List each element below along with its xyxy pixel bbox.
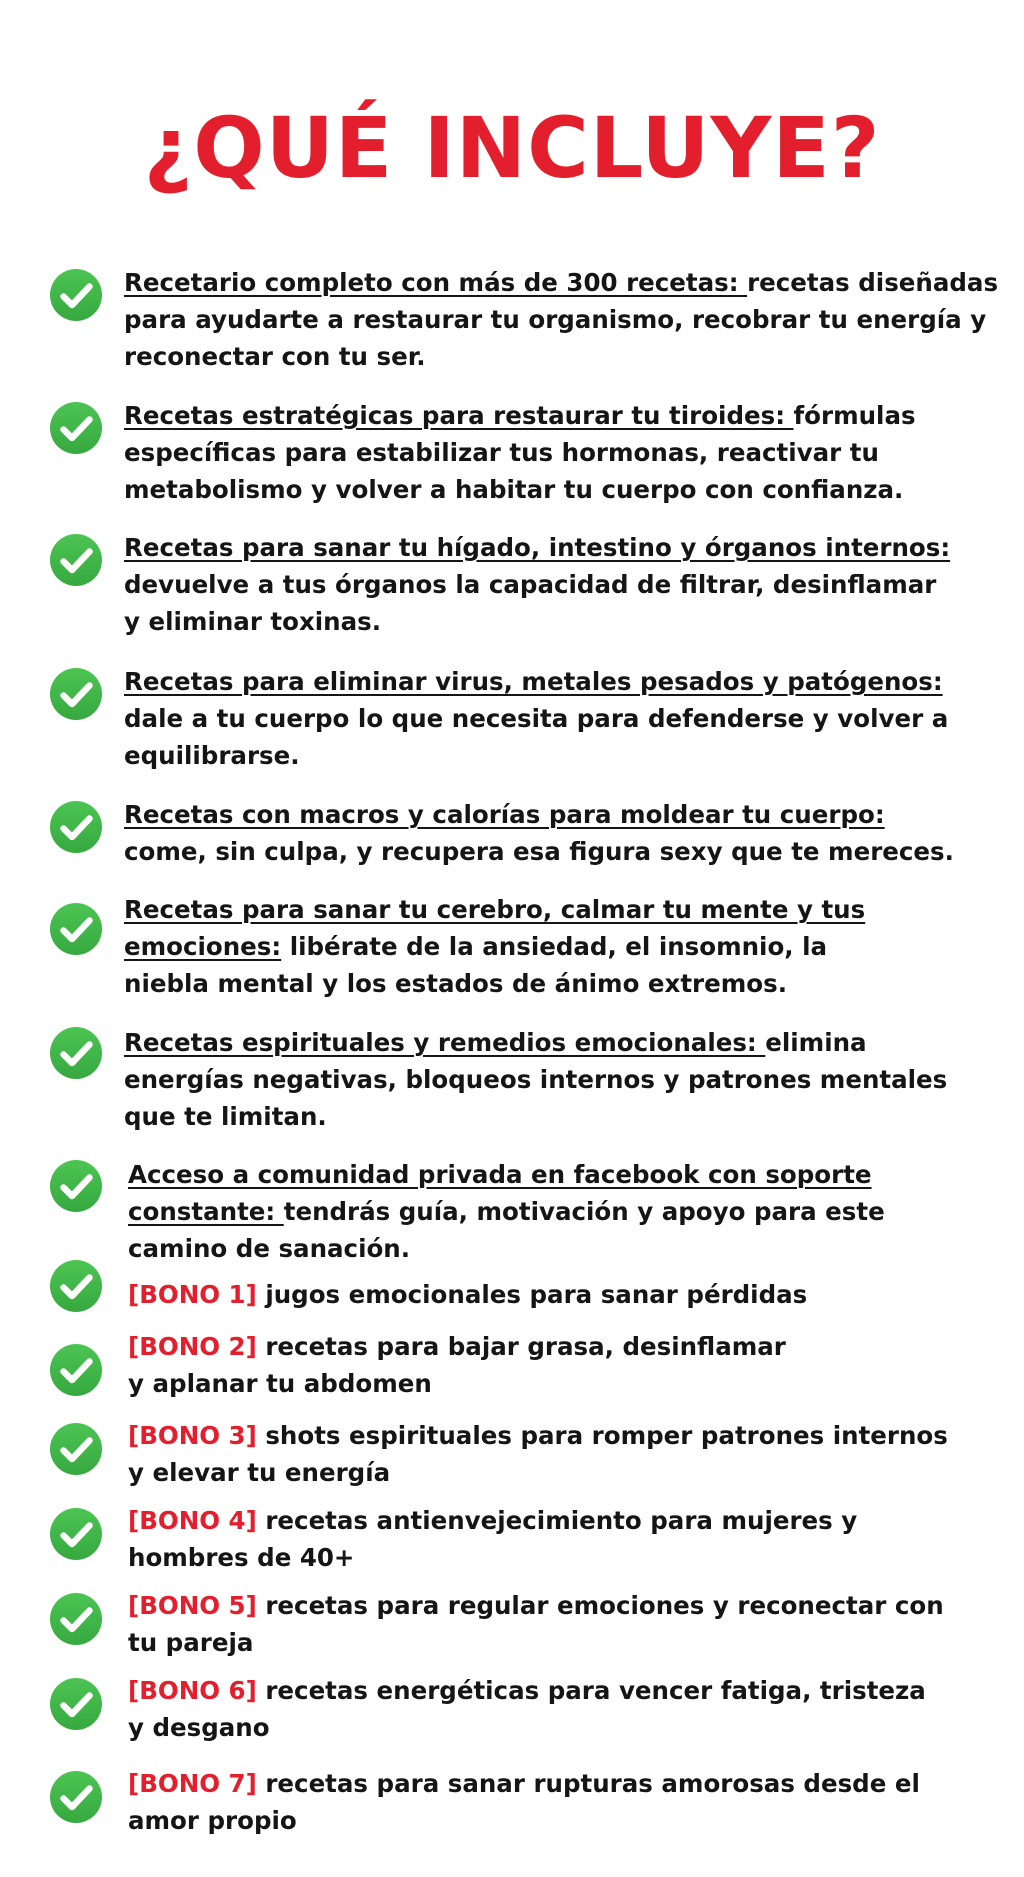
item-text bbox=[128, 1156, 1008, 1267]
item-text bbox=[124, 529, 1004, 640]
item-description: fórmulas específicas para estabilizar tus hormonas, reactivar tu metabolismo y volver a habitar tu cuerpo con confianza. bbox=[124, 401, 916, 504]
bono-description: recetas para regular emociones y reconectar con tu pareja bbox=[128, 1591, 944, 1657]
item-text bbox=[124, 663, 1004, 774]
bono-text bbox=[128, 1502, 1008, 1576]
item-heading: Recetas para eliminar virus, metales pesados y patógenos: bbox=[124, 667, 943, 696]
check-circle-icon bbox=[49, 1422, 103, 1476]
bono-description: recetas antienvejecimiento para mujeres y hombres de 40+ bbox=[128, 1506, 858, 1572]
bono-text bbox=[128, 1328, 1008, 1402]
item-text bbox=[124, 1024, 1004, 1135]
check-circle-icon bbox=[49, 902, 103, 956]
item-heading: Recetas estratégicas para restaurar tu tiroides: bbox=[124, 401, 794, 430]
bono-text bbox=[128, 1765, 1008, 1839]
page-title: ¿QUÉ INCLUYE? bbox=[143, 99, 881, 197]
check-circle-icon bbox=[49, 800, 103, 854]
bono-tag: [BONO 3] bbox=[128, 1421, 257, 1450]
check-circle-icon bbox=[49, 1677, 103, 1731]
check-circle-icon bbox=[49, 1507, 103, 1561]
bono-tag: [BONO 7] bbox=[128, 1769, 257, 1798]
check-circle-icon bbox=[49, 1259, 103, 1313]
bono-tag: [BONO 2] bbox=[128, 1332, 257, 1361]
bono-description: recetas para sanar rupturas amorosas desde el amor propio bbox=[128, 1769, 920, 1835]
bono-text bbox=[128, 1276, 1008, 1313]
item-heading: Recetas espirituales y remedios emocionales: bbox=[124, 1028, 766, 1057]
check-circle-icon bbox=[49, 268, 103, 322]
item-heading: Acceso a comunidad privada en facebook con soporte constante: bbox=[128, 1160, 872, 1226]
bono-tag: [BONO 4] bbox=[128, 1506, 257, 1535]
check-circle-icon bbox=[49, 667, 103, 721]
item-description: elimina energías negativas, bloqueos internos y patrones mentales que te limitan. bbox=[124, 1028, 948, 1131]
bono-text bbox=[128, 1672, 1008, 1746]
item-description: tendrás guía, motivación y apoyo para este camino de sanación. bbox=[128, 1197, 885, 1263]
bono-tag: [BONO 1] bbox=[128, 1280, 257, 1309]
item-text bbox=[124, 891, 1004, 1002]
item-description: devuelve a tus órganos la capacidad de filtrar, desinflamar y eliminar toxinas. bbox=[124, 570, 937, 636]
check-circle-icon bbox=[49, 1026, 103, 1080]
check-circle-icon bbox=[49, 1592, 103, 1646]
item-text bbox=[124, 397, 1004, 508]
item-text bbox=[124, 264, 1004, 375]
check-circle-icon bbox=[49, 1770, 103, 1824]
check-circle-icon bbox=[49, 533, 103, 587]
item-description: libérate de la ansiedad, el insomnio, la niebla mental y los estados de ánimo extremos. bbox=[124, 932, 828, 998]
check-circle-icon bbox=[49, 1343, 103, 1397]
item-text bbox=[124, 796, 1004, 870]
item-description: dale a tu cuerpo lo que necesita para defenderse y volver a equilibrarse. bbox=[124, 704, 949, 770]
bono-text bbox=[128, 1587, 1008, 1661]
item-heading: Recetas para sanar tu cerebro, calmar tu mente y tus emociones: bbox=[124, 895, 866, 961]
bono-description: recetas energéticas para vencer fatiga, tristeza y desgano bbox=[128, 1676, 926, 1742]
bono-description: jugos emocionales para sanar pérdidas bbox=[256, 1280, 808, 1309]
item-heading: Recetario completo con más de 300 recetas: bbox=[124, 268, 748, 297]
check-circle-icon bbox=[49, 401, 103, 455]
bono-tag: [BONO 6] bbox=[128, 1676, 257, 1705]
item-heading: Recetas para sanar tu hígado, intestino y órganos internos: bbox=[124, 533, 951, 562]
item-heading: Recetas con macros y calorías para moldear tu cuerpo: bbox=[124, 800, 885, 829]
bono-description: recetas para bajar grasa, desinflamar y aplanar tu abdomen bbox=[128, 1332, 786, 1398]
item-description: come, sin culpa, y recupera esa figura sexy que te mereces. bbox=[124, 837, 954, 866]
bono-tag: [BONO 5] bbox=[128, 1591, 257, 1620]
check-circle-icon bbox=[49, 1159, 103, 1213]
item-description: recetas diseñadas para ayudarte a restaurar tu organismo, recobrar tu energía y reconectar con tu ser. bbox=[124, 268, 999, 371]
bono-description: shots espirituales para romper patrones internos y elevar tu energía bbox=[128, 1421, 948, 1487]
bono-text bbox=[128, 1417, 1008, 1491]
